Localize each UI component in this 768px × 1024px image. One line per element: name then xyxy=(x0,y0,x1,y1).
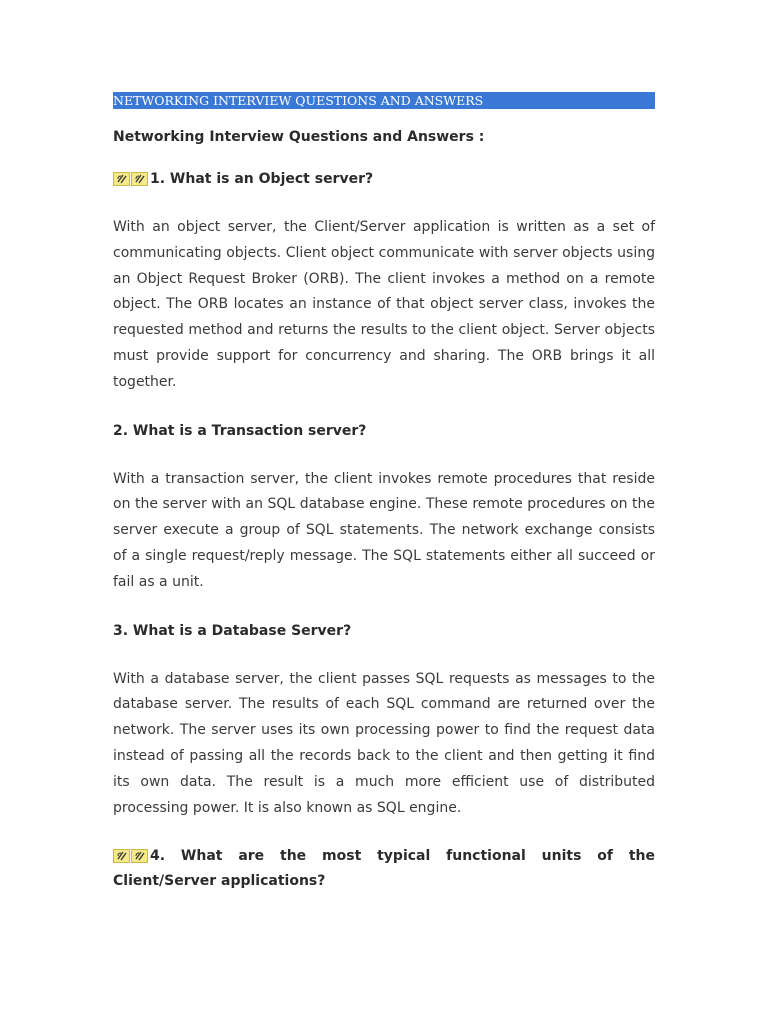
link-marker-icon xyxy=(113,172,130,186)
banner-title: NETWORKING INTERVIEW QUESTIONS AND ANSWERS xyxy=(113,93,484,108)
question-3-text: 3. What is a Database Server? xyxy=(113,622,352,639)
question-3 xyxy=(113,619,655,644)
question-2 xyxy=(113,419,655,444)
link-marker-icon xyxy=(131,849,148,863)
answer-3: With a database server, the client passes SQL requests as messages to the database server. The results of each SQL command are returned over the network. The server uses its own processing power to find the request data instead of passing all the records back to the client and then getting it find its own data. The result is a much more efficient use of distributed processing power. It is also known as SQL engine. xyxy=(113,670,655,816)
question-1 xyxy=(113,167,655,192)
question-4-text: 4. What are the most typical functional units of the Client/Server applications? xyxy=(113,848,655,890)
link-marker-icon[interactable] xyxy=(113,849,149,863)
link-marker-icon[interactable] xyxy=(113,172,149,186)
question-2-text: 2. What is a Transaction server? xyxy=(113,422,367,439)
document-subtitle: Networking Interview Questions and Answers : xyxy=(113,129,485,145)
document-page xyxy=(113,92,655,894)
answer-1: With an object server, the Client/Server application is written as a set of communicating objects. Client object communicate with server objects using an Object Request Broker (ORB). The client invokes a method on a remote object. The ORB locates an instance of that object server class, invokes the requested method and returns the results to the client object. Server objects must provide support for concurrency and sharing. The ORB brings it all together. xyxy=(113,219,655,390)
link-marker-icon xyxy=(131,172,148,186)
document-banner xyxy=(113,92,655,109)
link-marker-icon xyxy=(113,849,130,863)
answer-2: With a transaction server, the client invokes remote procedures that reside on the server with an SQL database engine. These remote procedures on the server execute a group of SQL statements. The network exchange consists of a single request/reply message. The SQL statements either all succeed or fail as a unit. xyxy=(113,470,655,590)
question-1-text: 1. What is an Object server? xyxy=(150,171,374,187)
question-4 xyxy=(113,844,655,894)
